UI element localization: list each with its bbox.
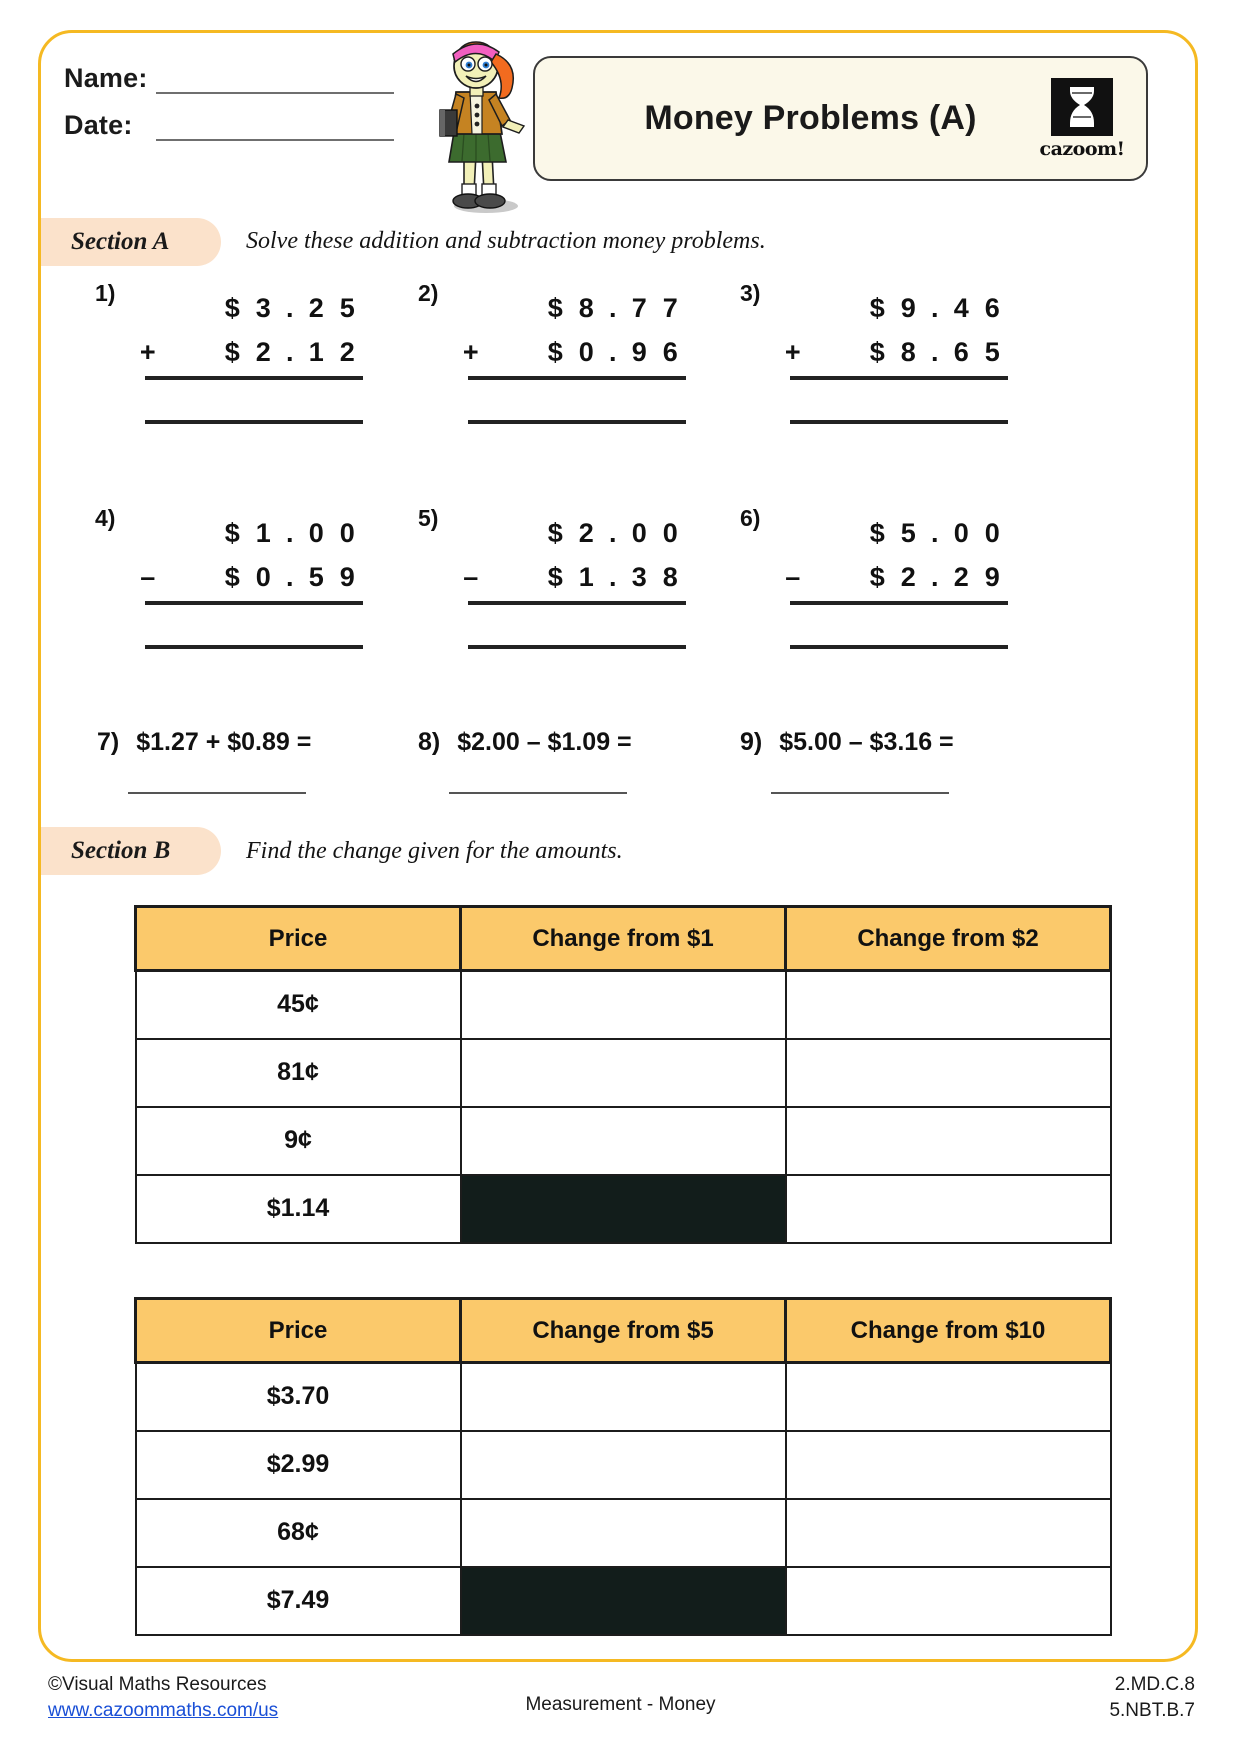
table-row [136,1499,1111,1567]
page-title: Money Problems (A) [644,99,977,137]
footer-standards [1109,1672,1195,1723]
price-cell: $7.49 [136,1567,461,1635]
worksheet-footer [0,1672,1241,1752]
table-row [136,971,1111,1039]
table-row [136,1175,1111,1243]
top-operand: $ 3 . 2 5 [224,292,356,323]
problem-number: 2) [418,280,439,306]
section-a-band [41,218,221,266]
answer-line-7[interactable] [128,790,306,794]
standard-1: 2.MD.C.8 [1114,1674,1195,1695]
sum-rule [145,376,363,380]
table-row [136,1363,1111,1431]
standard-2: 5.NBT.B.7 [1109,1699,1195,1721]
top-operand: $ 2 . 0 0 [547,517,679,548]
price-cell: 9¢ [136,1107,461,1175]
column-header-price: Price [136,907,461,971]
cazoom-wordmark: cazoom! [1039,138,1125,160]
cazoom-hourglass-icon [1051,78,1113,136]
problem-expression: $5.00 – $3.16 = [779,728,954,756]
answer-cell[interactable] [461,1363,786,1431]
table-header-row [136,907,1111,971]
problem-number: 3) [740,280,761,306]
problem-number: 7) [97,728,120,756]
vertical-sum [456,511,686,649]
problem-8 [418,728,632,757]
answer-line-8[interactable] [449,790,627,794]
price-cell: $3.70 [136,1363,461,1431]
sum-rule [468,601,686,605]
worksheet-title-box [533,56,1148,181]
answer-cell[interactable] [461,1499,786,1567]
section-a-label: Section A [71,228,170,255]
name-row [64,63,394,94]
problem-expression: $1.27 + $0.89 = [136,728,312,756]
name-input-line[interactable] [156,70,394,94]
column-header-change-2: Change from $2 [786,907,1111,971]
footer-topic: Measurement - Money [525,1694,716,1715]
price-cell: $2.99 [136,1431,461,1499]
table-row [136,1431,1111,1499]
table-header-row [136,1299,1111,1363]
top-operand: $ 1 . 0 0 [224,517,356,548]
column-header-change-5: Change from $5 [461,1299,786,1363]
vertical-sum [133,511,363,649]
section-b-label: Section B [71,837,171,864]
answer-rule[interactable] [790,420,1008,424]
answer-rule[interactable] [468,420,686,424]
sum-rule [790,376,1008,380]
table-row [136,1107,1111,1175]
date-row [64,110,394,141]
answer-cell[interactable] [786,1567,1111,1635]
copyright-text: ©Visual Maths Resources [48,1674,267,1695]
student-mascot-illustration [420,34,530,214]
change-table-1 [134,905,1112,1244]
answer-cell[interactable] [786,1499,1111,1567]
name-label: Name: [64,63,148,93]
vertical-sum [456,286,686,424]
answer-cell[interactable] [786,1363,1111,1431]
operator: – [463,561,479,592]
column-header-change-10: Change from $10 [786,1299,1111,1363]
answer-rule[interactable] [145,420,363,424]
table-row [136,1567,1111,1635]
answer-cell[interactable] [786,1039,1111,1107]
cazoom-logo [1040,78,1124,166]
vertical-sum [133,286,363,424]
price-cell: 45¢ [136,971,461,1039]
bottom-operand: $ 1 . 3 8 [547,561,679,592]
vertical-sum [778,511,1008,649]
bottom-operand: $ 8 . 6 5 [869,336,1001,367]
answer-cell[interactable] [786,971,1111,1039]
bottom-operand: $ 2 . 2 9 [869,561,1001,592]
section-a-instruction: Solve these addition and subtraction money problems. [246,228,766,254]
problem-7 [97,728,311,757]
price-cell: $1.14 [136,1175,461,1243]
answer-line-9[interactable] [771,790,949,794]
operator: – [785,561,801,592]
top-operand: $ 8 . 7 7 [547,292,679,323]
operator: + [784,336,802,367]
operator: – [140,561,156,592]
problem-number: 9) [740,728,763,756]
column-header-price: Price [136,1299,461,1363]
section-b-instruction: Find the change given for the amounts. [246,838,623,864]
problem-9 [740,728,954,757]
answer-cell[interactable] [461,1431,786,1499]
vertical-sum [778,286,1008,424]
answer-rule[interactable] [790,645,1008,649]
operator: + [139,336,157,367]
column-header-change-1: Change from $1 [461,907,786,971]
sum-rule [790,601,1008,605]
problem-expression: $2.00 – $1.09 = [457,728,632,756]
problem-number: 6) [740,505,761,531]
worksheet-header [0,0,1241,215]
answer-cell[interactable] [461,1107,786,1175]
table-row [136,1039,1111,1107]
problem-number: 4) [95,505,116,531]
top-operand: $ 9 . 4 6 [869,292,1001,323]
bottom-operand: $ 2 . 1 2 [224,336,356,367]
date-input-line[interactable] [156,117,394,141]
website-link[interactable]: www.cazoommaths.com/us [48,1699,279,1721]
price-cell: 68¢ [136,1499,461,1567]
sum-rule [145,601,363,605]
bottom-operand: $ 0 . 9 6 [547,336,679,367]
answer-cell[interactable] [786,1107,1111,1175]
answer-cell[interactable] [461,1039,786,1107]
problem-number: 1) [95,280,116,306]
problem-number: 8) [418,728,441,756]
answer-cell[interactable] [786,1431,1111,1499]
date-label: Date: [64,110,133,140]
bottom-operand: $ 0 . 5 9 [224,561,356,592]
answer-cell[interactable] [461,971,786,1039]
answer-rule[interactable] [145,645,363,649]
answer-cell[interactable] [786,1175,1111,1243]
name-date-block [64,63,394,157]
price-cell: 81¢ [136,1039,461,1107]
sum-rule [468,376,686,380]
blacked-out-cell [461,1175,786,1243]
answer-rule[interactable] [468,645,686,649]
operator: + [462,336,480,367]
problem-number: 5) [418,505,439,531]
section-b-band [41,827,221,875]
change-table-2 [134,1297,1112,1636]
blacked-out-cell [461,1567,786,1635]
top-operand: $ 5 . 0 0 [869,517,1001,548]
